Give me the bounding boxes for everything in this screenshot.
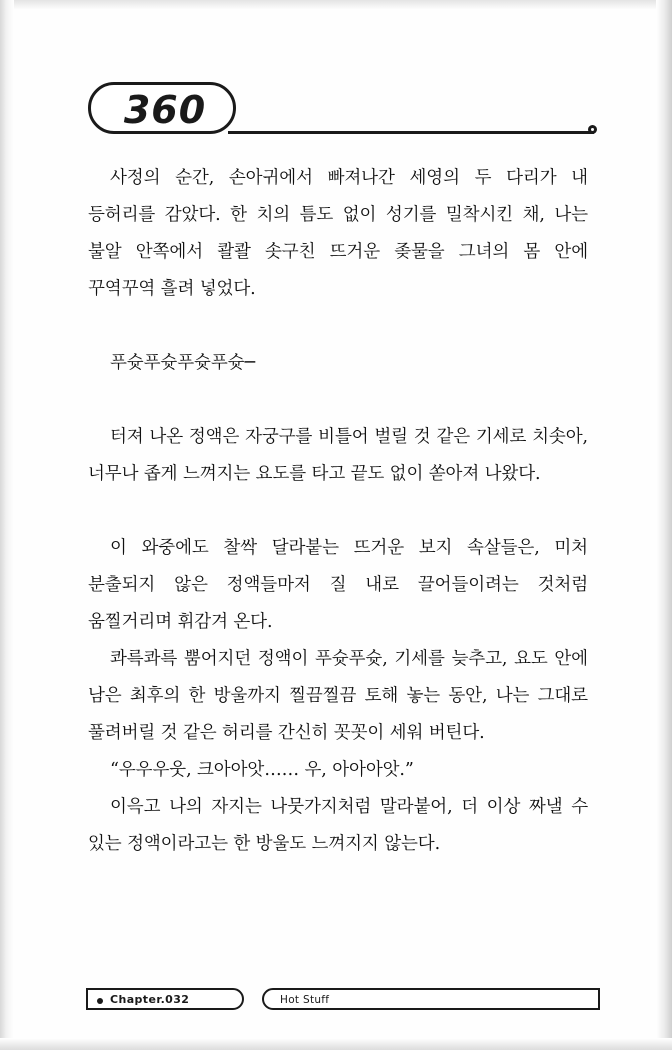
paragraph: 콰륵콰륵 뿜어지던 정액이 푸슛푸슛, 기세를 늦추고, 요도 안에 남은 최후의 한 방울까지 찔끔찔끔 토해 놓는 동안, 나는 그대로 풀려버릴 것 같은 허리를 간신히 꼿꼿이 세워 버틴다. xyxy=(88,649,588,743)
chapter-bullet-icon xyxy=(97,998,103,1004)
page-edge-left xyxy=(0,0,14,1050)
chapter-tag xyxy=(86,988,244,1010)
page-body xyxy=(88,160,588,863)
chapter-label: Chapter.032 xyxy=(110,993,190,1006)
paragraph-spacer xyxy=(88,382,588,419)
page-edge-bottom xyxy=(0,1038,672,1050)
paragraph: 이윽고 나의 자지는 나뭇가지처럼 말라붙어, 더 이상 짜낼 수 있는 정액이라고는 한 방울도 느껴지지 않는다. xyxy=(88,797,588,854)
page-edge-top xyxy=(0,0,672,10)
page-number: 360 xyxy=(123,88,207,132)
page-footer xyxy=(86,988,602,1014)
dialogue-line: “우우우웃, 크아아앗…… 우, 아아아앗.” xyxy=(110,760,414,780)
sound-effect-line: 푸슛푸슛푸슛푸슛─ xyxy=(110,353,255,373)
book-title-label: Hot Stuff xyxy=(280,994,330,1006)
page-edge-right xyxy=(656,0,672,1050)
page-number-capsule xyxy=(88,82,236,134)
header-rule xyxy=(228,131,594,134)
paragraph: 터져 나온 정액은 자궁구를 비틀어 벌릴 것 같은 기세로 치솟아, 너무나 좁게 느껴지는 요도를 타고 끝도 없이 쏟아져 나왔다. xyxy=(88,427,588,484)
paragraph-spacer xyxy=(88,493,588,530)
paragraph-spacer xyxy=(88,308,588,345)
page-header xyxy=(88,82,600,146)
header-end-dot-icon xyxy=(588,125,597,134)
paragraph: 사정의 순간, 손아귀에서 빠져나간 세영의 두 다리가 내 등허리를 감았다. 한 치의 틈도 없이 성기를 밀착시킨 채, 나는 불알 안쪽에서 콸콸 솟구친 뜨거운 좆물을 그녀의 몸 안에 꾸역꾸역 흘려 넣었다. xyxy=(88,168,588,299)
book-title-tag xyxy=(262,988,600,1010)
paragraph: 이 와중에도 찰싹 달라붙는 뜨거운 보지 속살들은, 미처 분출되지 않은 정액들마저 질 내로 끌어들이려는 것처럼 움찔거리며 휘감겨 온다. xyxy=(88,538,588,632)
